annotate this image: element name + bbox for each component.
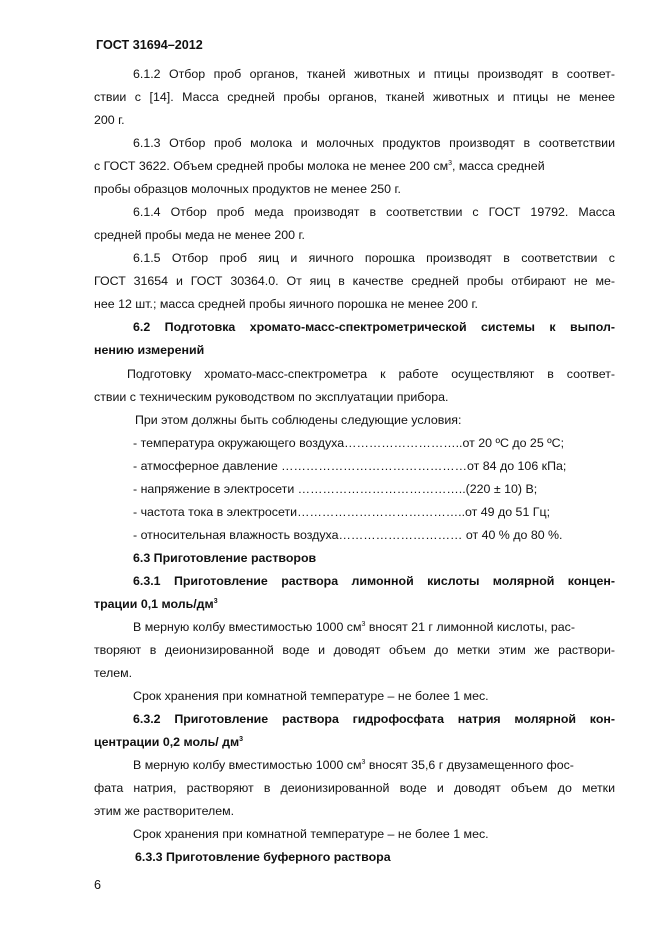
s632-heading-text: центрации 0,2 моль/ дм [94, 735, 240, 749]
s632-heading-line-2 [94, 734, 243, 750]
s631-heading-text: трации 0,1 моль/дм [94, 597, 214, 611]
s612-line-2: ствии с [14]. Масса средней пробы органов, тканей животных и птицы не менее [94, 90, 615, 104]
s62-para-line-2: ствии с техническим руководством по эксплуатации прибора. [94, 390, 449, 404]
s613-line-2a: с ГОСТ 3622. Объем средней пробы молока не менее 200 см [94, 159, 449, 173]
s615-line-2: ГОСТ 31654 и ГОСТ 30364.0. От яиц в качестве средней пробы отбирают не ме- [94, 274, 615, 288]
s632-para-line-2: фата натрия, растворяют в деионизированной воде и доводят объем до метки [94, 781, 615, 795]
document-header: ГОСТ 31694–2012 [96, 38, 203, 52]
s615-line-3: нее 12 шт.; масса средней пробы яичного порошка не менее 200 г. [94, 297, 478, 311]
s62-heading-line-2: нению измерений [94, 343, 205, 357]
s633-heading: 6.3.3 Приготовление буферного раствора [135, 850, 391, 864]
s631-heading-line-1: 6.3.1 Приготовление раствора лимонной кислоты молярной концен- [133, 574, 615, 588]
s613-cm3-sup: 3 [448, 160, 452, 167]
s632-heading-sup: 3 [239, 736, 244, 743]
s632-para-1b: вносят 35,6 г двузамещенного фос- [365, 758, 574, 772]
s613-line-2b: , масса средней [452, 159, 545, 173]
s613-line-3: пробы образцов молочных продуктов не менее 250 г. [94, 182, 401, 196]
s631-para-sup: 3 [361, 621, 366, 628]
s632-para-line-3: этим же растворителем. [94, 804, 235, 818]
condition-frequency: - частота тока в электросети…………………………………..от 49 до 51 Гц; [133, 505, 551, 519]
s613-line-2 [94, 158, 615, 174]
s63-heading: 6.3 Приготовление растворов [133, 551, 317, 565]
condition-humidity: - относительная влажность воздуха………………………… от 40 % до 80 %. [133, 528, 563, 542]
s62-heading-line-1: 6.2 Подготовка хромато-масс-спектрометрической системы к выпол- [133, 320, 615, 334]
s614-line-1: 6.1.4 Отбор проб меда производят в соответствии с ГОСТ 19792. Масса [133, 205, 615, 219]
s62-para-line-1: Подготовку хромато-масс-спектрометра к работе осуществляют в соответ- [127, 367, 615, 381]
s632-heading-line-1: 6.3.2 Приготовление раствора гидрофосфата натрия молярной кон- [133, 712, 615, 726]
s612-line-1: 6.1.2 Отбор проб органов, тканей животных и птицы производят в соответ- [133, 67, 615, 81]
s613-line-1: 6.1.3 Отбор проб молока и молочных продуктов производят в соответствии [133, 136, 615, 150]
s632-para-1a: В мерную колбу вместимостью 1000 см [133, 758, 362, 772]
page-number: 6 [94, 878, 102, 892]
s632-para-line-1 [133, 757, 615, 773]
s612-line-3: 200 г. [94, 113, 125, 127]
s631-storage: Срок хранения при комнатной температуре – не более 1 мес. [133, 689, 489, 703]
s631-para-line-3: телем. [94, 666, 133, 680]
s631-para-1b: вносят 21 г лимонной кислоты, рас- [365, 620, 575, 634]
condition-temperature: - температура окружающего воздуха………………………..от 20 ºС до 25 ºС; [133, 436, 565, 450]
s615-line-1: 6.1.5 Отбор проб яиц и яичного порошка производят в соответствии с [133, 251, 615, 265]
s632-storage: Срок хранения при комнатной температуре – не более 1 мес. [133, 827, 489, 841]
condition-pressure: - атмосферное давление ………………………………………от 84 до 106 кПа; [133, 459, 567, 473]
s632-para-sup: 3 [361, 759, 366, 766]
s631-para-line-1 [133, 619, 615, 635]
s631-heading-line-2 [94, 596, 218, 612]
s631-para-1a: В мерную колбу вместимостью 1000 см [133, 620, 362, 634]
s62-para-line-3: При этом должны быть соблюдены следующие условия: [135, 413, 462, 427]
s631-heading-sup: 3 [213, 598, 218, 605]
s614-line-2: средней пробы меда не менее 200 г. [94, 228, 305, 242]
condition-voltage: - напряжение в электросети …………………………………..(220 ± 10) В; [133, 482, 538, 496]
s631-para-line-2: творяют в деионизированной воде и доводят объем до метки этим же раствори- [94, 643, 615, 657]
